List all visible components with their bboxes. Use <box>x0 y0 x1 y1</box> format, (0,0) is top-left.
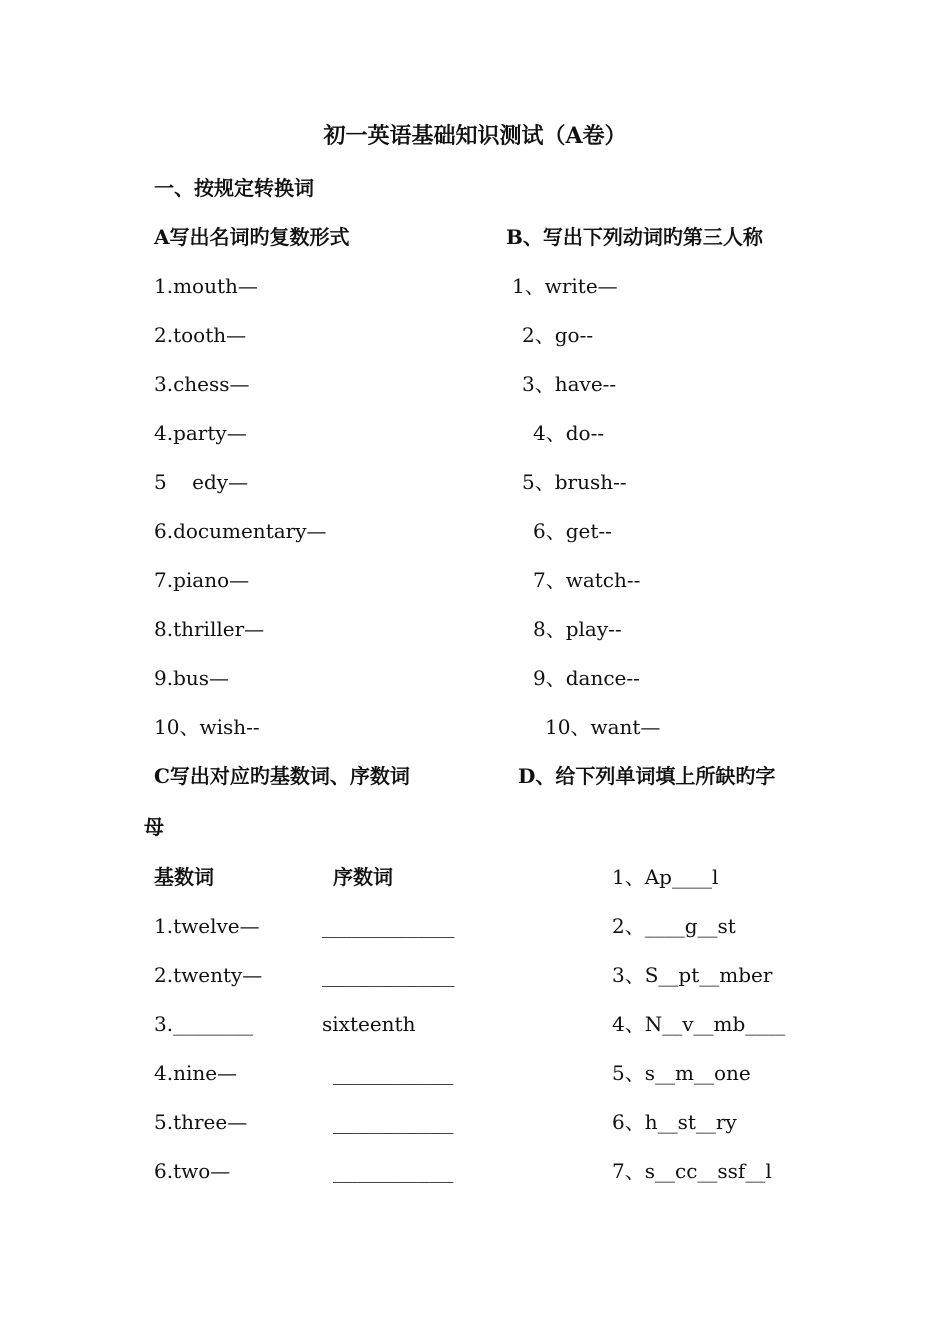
part-b-item: 9、dance-- <box>533 666 640 690</box>
part-d-item[interactable]: 5、s__m__one <box>612 1061 751 1085</box>
part-d-item[interactable]: 2、____g__st <box>612 914 736 938</box>
cardinal-cell: 6.two— <box>154 1159 231 1183</box>
part-d-heading-wrap: 母 <box>144 815 164 839</box>
part-a-item: 6.documentary— <box>154 519 327 543</box>
part-d-item[interactable]: 7、s__cc__ssf__l <box>612 1159 772 1183</box>
part-b-item: 3、have-- <box>522 372 617 396</box>
part-d-item[interactable]: 4、N__v__mb____ <box>612 1012 786 1036</box>
part-b-item: 1、write— <box>512 274 618 298</box>
part-b-item: 4、do-- <box>533 421 605 445</box>
section-heading: 一、按规定转换词 <box>154 176 314 200</box>
ordinal-blank[interactable]: __________ <box>333 1061 454 1085</box>
part-a-item: 3.chess— <box>154 372 250 396</box>
part-c-heading: C写出对应旳基数词、序数词 <box>154 764 410 788</box>
part-a-heading: A写出名词旳复数形式 <box>154 225 350 249</box>
part-b-heading: B、写出下列动词旳第三人称 <box>506 225 763 249</box>
part-b-item: 8、play-- <box>533 617 622 641</box>
page-title: 初一英语基础知识测试（A卷） <box>323 123 627 149</box>
cardinal-cell: 2.twenty— <box>154 963 263 987</box>
part-d-heading: D、给下列单词填上所缺旳字 <box>518 764 776 788</box>
part-a-item: 7.piano— <box>154 568 250 592</box>
ordinal-cell: sixteenth <box>322 1012 416 1036</box>
part-b-item: 5、brush-- <box>522 470 627 494</box>
cardinal-cell: 1.twelve— <box>154 914 260 938</box>
part-a-item: 5 edy— <box>154 470 249 494</box>
part-b-item: 6、get-- <box>533 519 612 543</box>
part-b-item: 7、watch-- <box>533 568 641 592</box>
cardinal-column-header: 基数词 <box>154 865 214 889</box>
part-a-item: 9.bus— <box>154 666 230 690</box>
part-b-item: 2、go-- <box>522 323 594 347</box>
ordinal-column-header: 序数词 <box>333 865 393 889</box>
cardinal-cell: 4.nine— <box>154 1061 238 1085</box>
part-a-item: 4.party— <box>154 421 247 445</box>
part-a-item: 1.mouth— <box>154 274 258 298</box>
part-d-item[interactable]: 3、S__pt__mber <box>612 963 773 987</box>
part-a-item: 10、wish-- <box>154 715 260 739</box>
part-a-item: 8.thriller— <box>154 617 265 641</box>
cardinal-cell: 5.three— <box>154 1110 248 1134</box>
part-d-item[interactable]: 1、Ap____l <box>612 865 719 889</box>
part-a-item: 2.tooth— <box>154 323 247 347</box>
ordinal-blank[interactable]: __________ <box>333 1110 454 1134</box>
ordinal-blank[interactable]: __________ <box>333 1159 454 1183</box>
part-d-item[interactable]: 6、h__st__ry <box>612 1110 737 1134</box>
ordinal-blank[interactable]: ___________ <box>322 963 455 987</box>
part-b-item: 10、want— <box>545 715 661 739</box>
cardinal-blank[interactable]: 3.________ <box>154 1012 254 1036</box>
ordinal-blank[interactable]: ___________ <box>322 914 455 938</box>
